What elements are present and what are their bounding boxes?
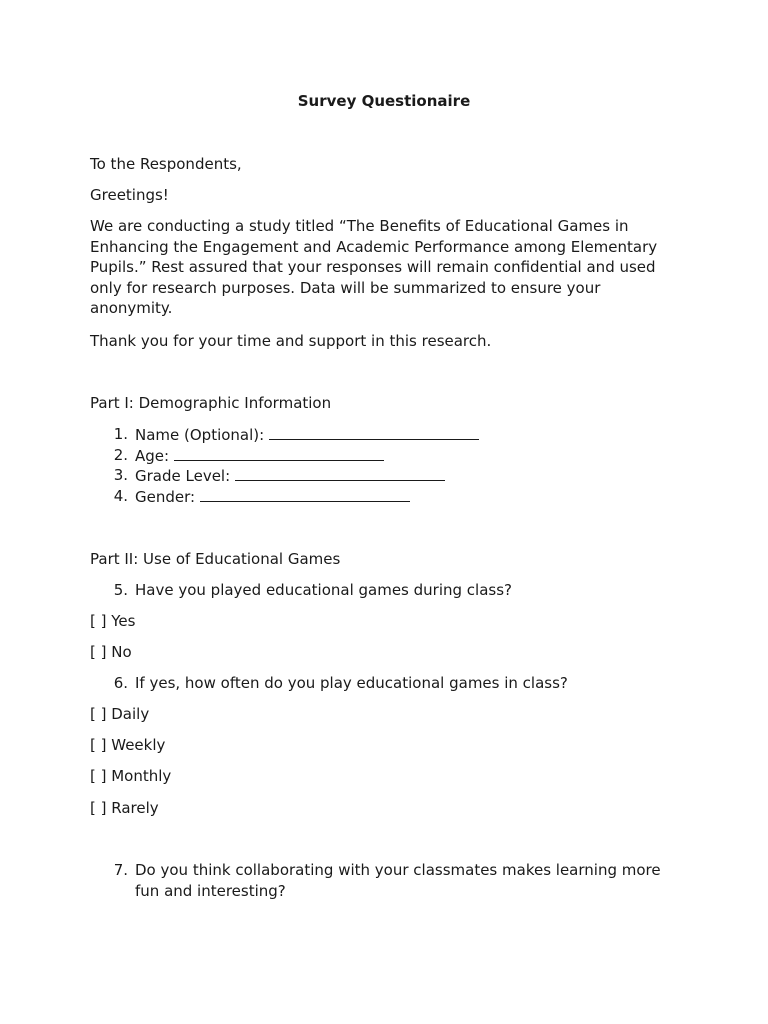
age-answer-line[interactable] bbox=[174, 445, 384, 461]
gender-answer-line[interactable] bbox=[200, 486, 410, 502]
item-label: Grade Level: bbox=[135, 467, 231, 485]
option-no[interactable]: [ ] No bbox=[90, 643, 132, 661]
salutation: To the Respondents, bbox=[90, 155, 242, 173]
item-number: 4. bbox=[113, 487, 128, 505]
question-text: Have you played educational games during class? bbox=[135, 581, 512, 599]
option-monthly[interactable]: [ ] Monthly bbox=[90, 767, 172, 785]
option-rarely[interactable]: [ ] Rarely bbox=[90, 799, 159, 817]
grade-level-answer-line[interactable] bbox=[235, 465, 445, 481]
item-label: Name (Optional): bbox=[135, 426, 265, 444]
question-text: If yes, how often do you play educational games in class? bbox=[135, 674, 568, 692]
document-title: Survey Questionaire bbox=[297, 92, 471, 110]
question-text: Do you think collaborating with your classmates makes learning more fun and interesting? bbox=[135, 861, 661, 900]
option-weekly[interactable]: [ ] Weekly bbox=[90, 736, 166, 754]
question-number: 6. bbox=[113, 674, 128, 692]
question-number: 7. bbox=[113, 861, 128, 879]
part1-heading: Part I: Demographic Information bbox=[90, 394, 332, 412]
question-number: 5. bbox=[113, 581, 128, 599]
name-answer-line[interactable] bbox=[269, 424, 479, 440]
part2-heading: Part II: Use of Educational Games bbox=[90, 550, 341, 568]
option-yes[interactable]: [ ] Yes bbox=[90, 612, 136, 630]
option-daily[interactable]: [ ] Daily bbox=[90, 705, 150, 723]
intro-paragraph: We are conducting a study titled “The Benefits of Educational Games in Enhancing the Engagement and Academic Performance among Elementary Pupils.” Rest assured that your responses will remain confidential and used only for research purposes. Data will be summarized to ensure your anonymity. bbox=[90, 217, 658, 318]
greeting: Greetings! bbox=[90, 186, 169, 204]
item-label: Age: bbox=[135, 447, 170, 465]
item-label: Gender: bbox=[135, 488, 196, 506]
item-number: 1. bbox=[113, 425, 128, 443]
item-number: 2. bbox=[113, 446, 128, 464]
item-number: 3. bbox=[113, 466, 128, 484]
thanks-text: Thank you for your time and support in this research. bbox=[90, 332, 492, 350]
